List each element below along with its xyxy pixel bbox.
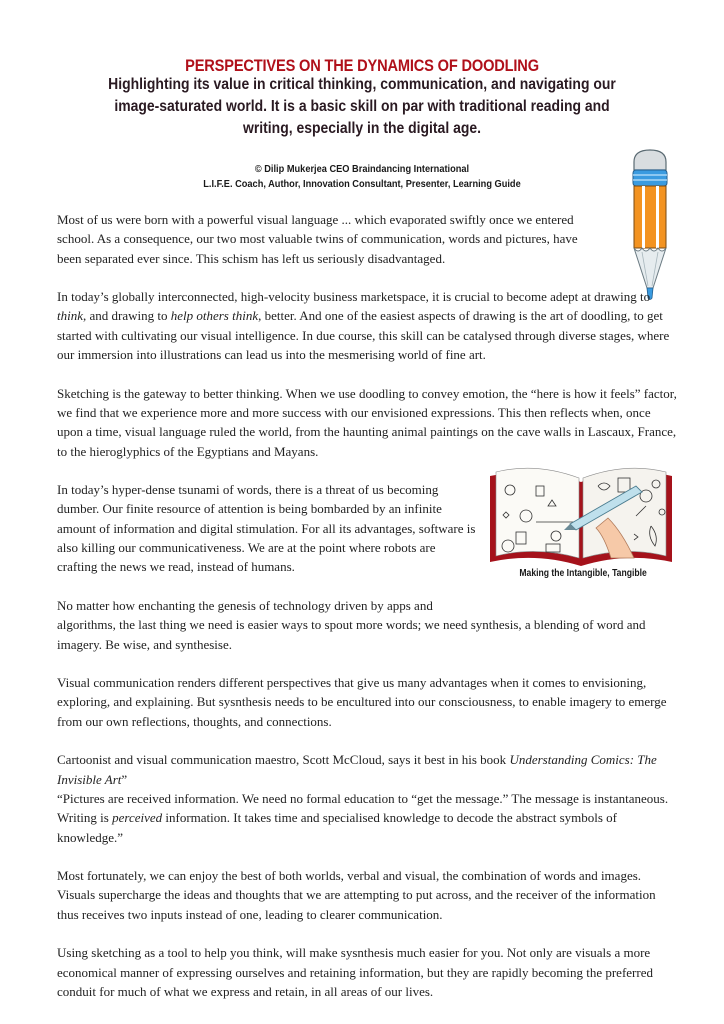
paragraph-2 <box>57 287 677 364</box>
byline-line-2: L.I.F.E. Coach, Author, Innovation Consultant, Presenter, Learning Guide <box>203 178 521 190</box>
quote-text-c: information. It takes time and specialised knowledge to decode the abstract symbols of knowledge.” <box>57 810 618 845</box>
page-subtitle <box>100 74 624 140</box>
p2-text-c: , and drawing to <box>83 308 171 324</box>
paragraph-1: Most of us were born with a powerful visual language ... which evaporated swiftly once we entered school. As a consequence, our two most valuable twins of communication, words and pictures, have been separated ever since. This schism has left us seriously disadvantaged. <box>57 212 578 266</box>
paragraph-8: Most fortunately, we can enjoy the best of both worlds, verbal and visual, the combination of words and images. Visuals supercharge the ideas and thoughts that we are attempting to put across, and the receiver of the information thus receives two inputs instead of one, leading to clearer communication. <box>57 868 656 922</box>
p2-text-e: , better. And one of the easiest aspects of drawing is the art of doodling, to get started with cultivating our visual intelligence. In due course, this skill can be catalysed through diverse stages, where our immersion into illustrations can lead us into the mesmerising world of fine art. <box>57 308 670 363</box>
p2-emphasis-help-others-think: help others think <box>170 308 259 324</box>
byline-line-1: © Dilip Mukerjea CEO Braindancing International <box>254 163 470 175</box>
paragraph-9: Using sketching as a tool to help you think, will make sysnthesis much easier for you. Not only are visuals a more economical manner of expressing ourselves and retaining information, but they are rapidly becoming the preferred conduit for much of what we express and retain, in all areas of our lives. <box>57 945 653 999</box>
paragraph-3: Sketching is the gateway to better thinking. When we use doodling to convey emotion, the “here is how it feels” factor, we find that we experience more and more success with our envisioned expressions. This then reflects when, once upon a time, visual language ruled the world, from the haunting animal paintings on the cave walls in Lascaux, France, to the hieroglyphics of the Egyptians and Mayans. <box>57 385 677 459</box>
paragraph-7 <box>57 750 677 846</box>
p5-text-b: algorithms, the last thing we need is easier ways to spout more words; we need synthesis, a blending of word and imagery. Be wise, and synthesise. <box>57 617 646 652</box>
article-body <box>57 210 677 1020</box>
p7-text-a: Cartoonist and visual communication maestro, Scott McCloud, says it best in his book <box>57 752 510 768</box>
page-title: PERSPECTIVES ON THE DYNAMICS OF DOODLING <box>185 56 539 75</box>
p7-book-title: Understanding Comics: The Invisible Art <box>57 752 657 787</box>
caption-text: Making the Intangible, Tangible <box>519 568 647 579</box>
quote-emphasis-perceived: perceived <box>112 810 163 826</box>
p7-text-c: ” <box>121 771 128 787</box>
paragraph-5 <box>57 596 677 654</box>
p2-text-a: In today’s globally interconnected, high-velocity business marketspace, it is crucial to become adept at drawing to <box>57 289 651 305</box>
paragraph-6: Visual communication renders different perspectives that give us many advantages when it comes to envisioning, exploring, and explaining. But sysnthesis needs to be encultured into our consciousness, to enable imagery to emerge from our own reflections, thoughts, and connections. <box>57 675 667 729</box>
subtitle-text: Highlighting its value in critical thinking, communication, and navigating our image-saturated world. It is a basic skill on par with traditional reading and writing, especially in the digital age. <box>108 76 616 137</box>
p2-emphasis-think: think <box>57 308 83 324</box>
quote-text-a: “Pictures are received information. We need no formal education to “get the message.” The message is instantaneous. Writing is <box>57 790 669 826</box>
author-byline <box>0 162 724 192</box>
paragraph-4: In today’s hyper-dense tsunami of words, there is a threat of us becoming dumber. Our finite resource of attention is being bombarded by an infinite amount of information and digital stimulation. For all its advantages, software is also killing our communicativeness. We are at the point where robots are crafting the news we read, instead of humans. <box>57 482 476 575</box>
p5-text-a: No matter how enchanting the genesis of technology driven by apps and <box>57 597 433 613</box>
